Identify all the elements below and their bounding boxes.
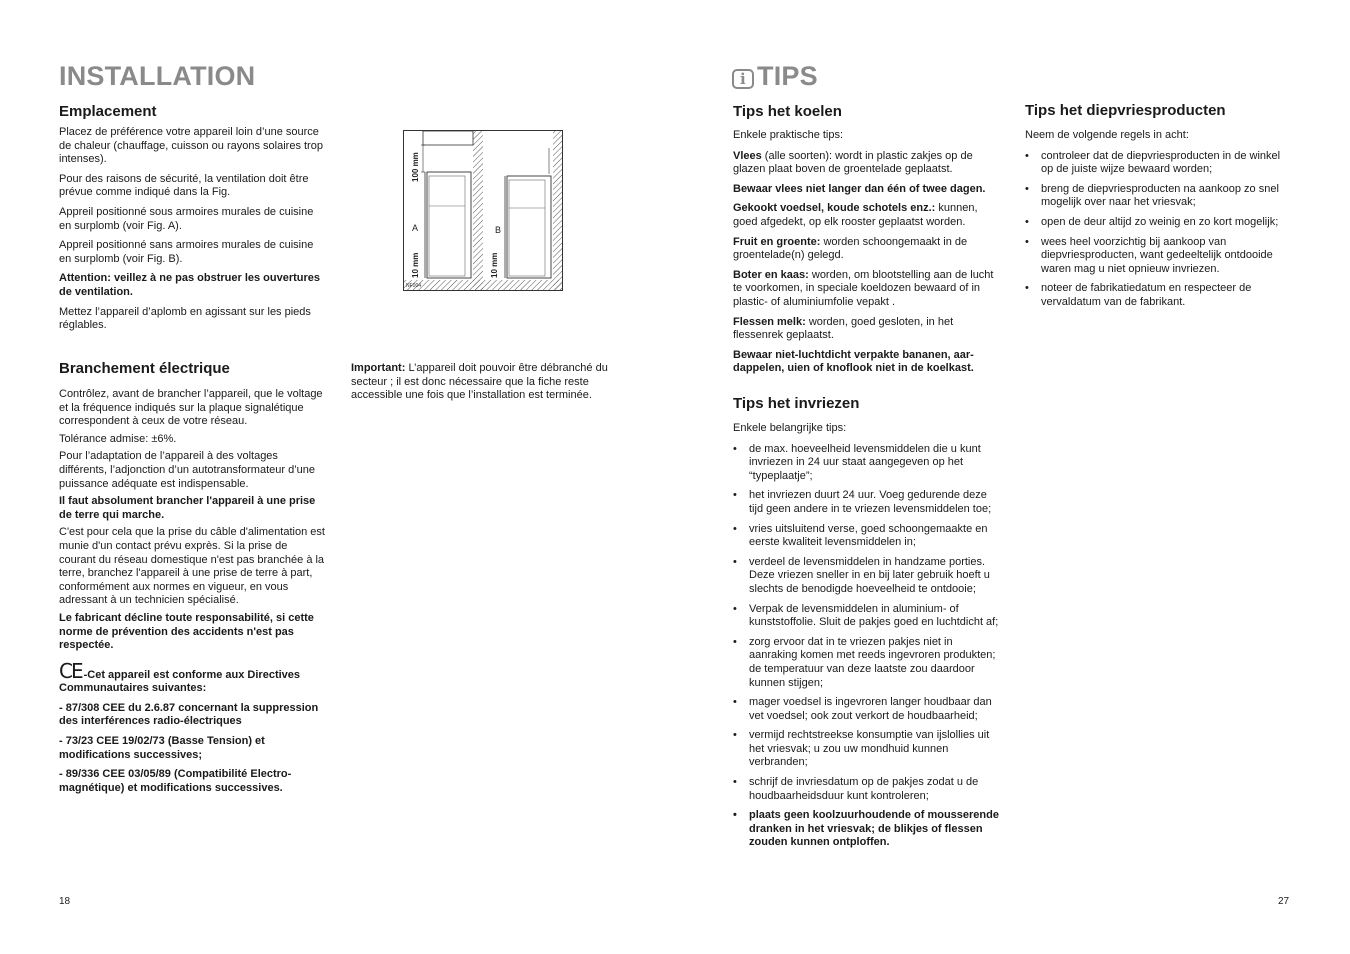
heading-emplacement: Emplacement xyxy=(59,103,157,120)
heading-branchement: Branchement électrique xyxy=(59,360,230,377)
list-item: • controleer dat de diepvriesproducten in de winkel op de juiste wijze bewaard worden; xyxy=(1025,150,1293,177)
koelen-gekookt: Gekookt voedsel, koude schotels enz.: kunnen, goed afgedekt, op elk rooster geplaatst worden. xyxy=(733,202,978,228)
list-item-warning: • plaats geen koolzuurhoudende of mousserende dranken in het vriesvak; de blikjes of flessen zouden kunnen ontploffen. xyxy=(733,809,1001,850)
fig-label-b: B xyxy=(495,225,502,235)
list-item: • Verpak de levensmiddelen in aluminium- of kunststoffolie. Sluit de pakjes goed en luchtdicht af; xyxy=(733,603,1001,630)
important-text: L’appareil doit pouvoir être débranché du secteur ; il est donc nécessaire que la fiche reste accessible une fois que l’installation est terminée. xyxy=(351,362,608,402)
list-item: • wees heel voorzichtig bij aankoop van diepvriesproducten, want gedeeltelijk ontdooide waren mag u niet opnieuw invriezen. xyxy=(1025,236,1293,277)
emplacement-p6: Mettez l’appareil d’aplomb en agissant sur les pieds réglables. xyxy=(59,305,311,332)
list-item: • open de deur altijd zo weinig en zo kort mogelijk; xyxy=(1025,216,1293,230)
figure-floor xyxy=(404,280,562,290)
emplacement-p4: Appreil positionné sans armoires murales de cuisine en surplomb (voir Fig. B). xyxy=(59,239,314,265)
figure-wall-b xyxy=(553,131,562,290)
branchement-earth-warning: Il faut absolument brancher l'appareil à une prise de terre qui marche. xyxy=(59,495,316,521)
emplacement-warning: Attention: veillez à ne pas obstruer les ouvertures de ventilation. xyxy=(59,272,321,298)
info-icon: i xyxy=(732,69,754,89)
branchement-p3: Pour l’adaptation de l’appareil à des voltages différents, l’adjonction d’un autotransformateur d’une puissance adéquate est indispensable. xyxy=(59,450,316,490)
fig-label-a: A xyxy=(412,223,419,233)
heading-invriezen: Tips het invriezen xyxy=(733,395,860,412)
heading-diepvries: Tips het diepvriesproducten xyxy=(1025,102,1226,119)
directive-1: - 87/308 CEE du 2.6.87 concernant la suppression des interférences radio-électriques xyxy=(59,701,319,728)
fig-code: NF004 xyxy=(406,283,422,289)
koelen-bewaar-bananen: Bewaar niet-luchtdicht verpakte bananen, aar-dappelen, uien of knoflook niet in de koelkast. xyxy=(733,348,974,375)
figure-cabinet-a xyxy=(423,131,473,145)
figure-wall-a xyxy=(473,131,483,290)
list-item: • het invriezen duurt 24 uur. Voeg gedurende deze tijd geen andere in te vriezen levensmiddelen toe; xyxy=(733,489,1001,516)
list-item: • vermijd rechtstreekse konsumptie van ijslollies uit het vriesvak; u zou uw mondhuid kunnen verbranden; xyxy=(733,729,1001,770)
page-number-right: 27 xyxy=(1278,896,1290,907)
diepvries-text xyxy=(1025,129,1293,316)
ce-compliance: CE -Cet appareil est conforme aux Directives Communautaires suivantes: xyxy=(59,658,301,695)
diepvries-intro: Neem de volgende regels in acht: xyxy=(1025,129,1189,141)
dim-top-label: 100 mm xyxy=(411,152,420,182)
list-item: • mager voedsel is ingevroren langer houdbaar dan vet voedsel; ook zout verkort de houdbaarheid; xyxy=(733,696,1001,723)
page-title-installation: INSTALLATION xyxy=(59,61,256,91)
page-number-left: 18 xyxy=(59,896,71,907)
invriezen-list xyxy=(733,443,1001,850)
list-item: • vries uitsluitend verse, goed schoongemaakte en eerste kwaliteit levensmiddelen in; xyxy=(733,523,1001,550)
koelen-intro: Enkele praktische tips: xyxy=(733,129,844,141)
ce-mark-icon: CE xyxy=(59,658,82,683)
diepvries-list xyxy=(1025,150,1293,310)
branchement-text xyxy=(59,388,327,801)
page-title-tips: i TIPS xyxy=(732,61,818,91)
list-item: • schrijf de invriesdatum op de pakjes zodat u de houdbaarheidsduur kunt kontroleren; xyxy=(733,776,1001,803)
branchement-liability: Le fabricant décline toute responsabilité, si cette norme de prévention des accidents n'est pas respectée. xyxy=(59,611,314,652)
list-item: • breng de diepvriesproducten na aankoop zo snel mogelijk over naar het vriesvak; xyxy=(1025,183,1293,210)
emplacement-p2: Pour des raisons de sécurité, la ventilation doit être prévue comme indiqué dans la Fig. xyxy=(59,172,309,199)
koelen-fruit: Fruit en groente: worden schoongemaakt in de groentelade(n) gelegd. xyxy=(733,235,968,262)
important-label: Important: xyxy=(351,362,406,374)
invriezen-intro: Enkele belangrijke tips: xyxy=(733,422,847,434)
koelen-flessen: Flessen melk: worden, goed gesloten, in het flessenrek geplaatst. xyxy=(733,315,954,342)
koelen-bewaar-vlees: Bewaar vlees niet langer dan één of twee dagen. xyxy=(733,182,986,195)
koelen-text xyxy=(733,129,1001,382)
branchement-p2: Tolérance admise: ±6%. xyxy=(59,432,177,445)
directive-2: - 73/23 CEE 19/02/73 (Basse Tension) et modifications successives; xyxy=(59,735,265,761)
figure-fridge-b xyxy=(507,176,551,278)
dim-bottom-b-label: 10 mm xyxy=(490,252,499,278)
important-note xyxy=(351,362,619,409)
list-item: • noteer de fabrikatiedatum en respecteer de vervaldatum van de fabrikant. xyxy=(1025,282,1293,309)
list-item: • verdeel de levensmiddelen in handzame porties. Deze vriezen sneller in en bij later gebruik hoeft u slechts de benodigde hoeveelheid te ontdooie; xyxy=(733,556,1001,597)
emplacement-p1: Placez de préférence votre appareil loin d’une source de chaleur (chauffage, cuisson ou rayons solaires trop intenses). xyxy=(59,126,323,166)
koelen-vlees: Vlees (alle soorten): wordt in plastic zakjes op de glazen plaat boven de groentelade geplaatst. xyxy=(733,149,973,176)
invriezen-text xyxy=(733,422,1001,856)
directive-3: - 89/336 CEE 03/05/89 (Compatibilité Electro-magnétique) et modifications successives. xyxy=(59,768,292,794)
branchement-p1: Contrôlez, avant de brancher l’appareil, que le voltage et la fréquence indiqués sur la plaque signalétique correspondent à ceux de votre réseau. xyxy=(59,388,323,428)
heading-koelen: Tips het koelen xyxy=(733,103,842,120)
emplacement-text xyxy=(59,126,327,339)
list-item: • de max. hoeveelheid levensmiddelen die u kunt invriezen in 24 uur staat aangegeven op het “typeplaatje”; xyxy=(733,443,1001,484)
dim-bottom-a-label: 10 mm xyxy=(411,252,420,278)
koelen-boter: Boter en kaas: worden, om blootstelling aan de lucht te voorkomen, in speciale koeldozen bewaard of in plastic- of aluminiumfolie vepakt . xyxy=(733,268,994,308)
branchement-p5: C'est pour cela que la prise du câble d'alimentation est munie d'un contact prévu exprès. Si la prise de courant du réseau domestique n'est pas branchée à la terre, branchez l'appareil à une prise de terre à part, conformément aux normes en vigueur, en vous adressant à un technicien spécialisé. xyxy=(59,526,325,607)
ventilation-figure xyxy=(403,130,563,291)
figure-fridge-a xyxy=(427,172,471,278)
emplacement-p3: Appreil positionné sous armoires murales de cuisine en surplomb (voir Fig. A). xyxy=(59,205,314,232)
list-item: • zorg ervoor dat in te vriezen pakjes niet in aanraking komen met reeds ingevroren produkten; de temperatuur van deze laatste zou daardoor kunnen stijgen; xyxy=(733,636,1001,690)
